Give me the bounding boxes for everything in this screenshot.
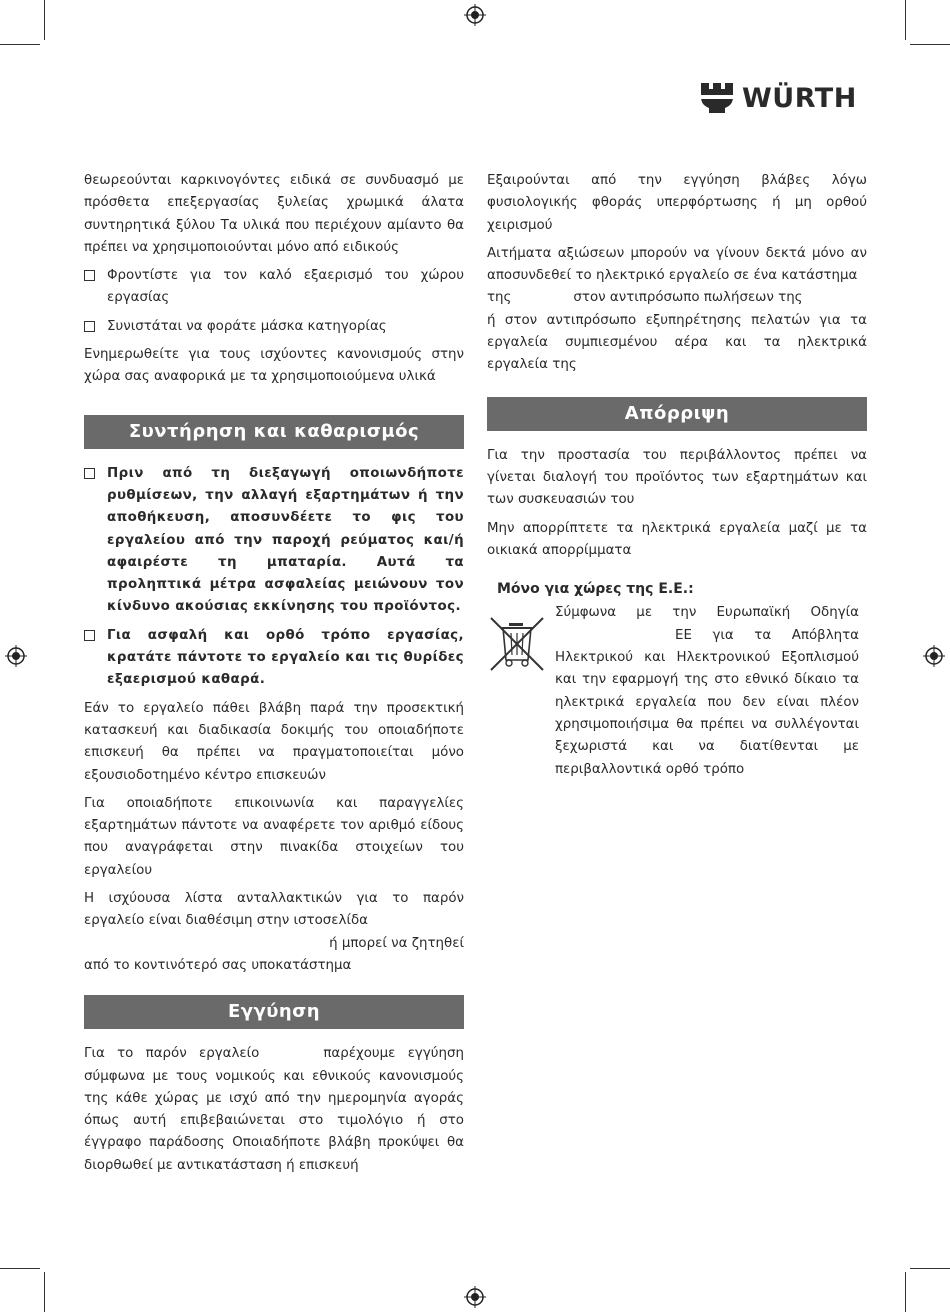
brand-logo xyxy=(700,80,857,116)
crop-mark xyxy=(0,1268,40,1269)
right-column xyxy=(487,170,867,781)
disposal-paragraph-1: Για την προστασία του περιβάλλοντος πρέπει να γίνεται διαλογή του προϊόντος των εξαρτημάτων και των συσκευασιών του xyxy=(487,447,867,508)
spare-parts-line-3: από το κοντινότερό σας υποκατάστημα xyxy=(84,957,352,973)
exclusions-paragraph: Εξαιρούνται από την εγγύηση βλάβες λόγω φυσιολογικής φθοράς υπερφόρτωσης ή μη ορθού χειρισμού xyxy=(487,173,867,233)
warranty-text-rest: παρέχουμε εγγύηση σύμφωνα με τους νομικούς και εθνικούς κανονισμούς της κάθε χώρας με ισχύ από την ημερομηνία αγοράς όπως αυτή επιβεβαιώνεται στο τιμολόγιο ή στο έγγραφο παράδοσης Οποιαδήποτε βλάβη προκύψει θα διορθωθεί με αντικατάσταση ή επισκευή xyxy=(84,1046,464,1173)
checklist-text: Συνιστάται να φοράτε μάσκα κατηγορίας xyxy=(107,318,387,334)
crop-mark xyxy=(905,0,906,40)
checklist-item xyxy=(84,316,464,338)
checklist-item xyxy=(84,265,464,310)
crop-mark xyxy=(905,1272,906,1312)
crop-mark xyxy=(44,1272,45,1312)
eu-disposal-text xyxy=(555,602,867,780)
brand-name: WÜRTH xyxy=(742,82,857,114)
checkbox-icon xyxy=(84,270,95,281)
claims-paragraph: Αιτήματα αξιώσεων μπορούν να γίνουν δεκτά μόνο αν αποσυνδεθεί το ηλεκτρικό εργαλείο σε ένα κατάστημα xyxy=(487,245,867,284)
registration-mark-icon xyxy=(464,4,486,26)
section-heading-disposal: Απόρριψη xyxy=(487,397,867,431)
claims-line xyxy=(487,287,867,309)
eu-line-2: ΕΕ για τα Απόβλητα xyxy=(675,627,859,643)
weee-symbol xyxy=(487,602,553,780)
checkbox-icon xyxy=(84,630,95,641)
checklist-item xyxy=(84,463,464,619)
crop-mark xyxy=(910,1268,950,1269)
warranty-paragraph xyxy=(84,1043,464,1177)
wurth-logo-icon xyxy=(700,81,734,115)
regulations-paragraph: Ενημερωθείτε για τους ισχύοντες κανονισμούς στην χώρα σας αναφορικά με τα χρησιμοποιούμενα υλικά xyxy=(84,347,464,385)
registration-mark-icon xyxy=(464,1286,486,1308)
disposal-paragraph-2: Μην απορρίπτετε τα ηλεκτρικά εργαλεία μαζί με τα οικιακά απορρίμματα xyxy=(487,520,867,558)
warranty-text-start: Για το παρόν εργαλείο xyxy=(84,1046,260,1062)
crop-mark xyxy=(910,44,950,45)
checklist-text: Για ασφαλή και ορθό τρόπο εργασίας, κρατάτε πάντοτε το εργαλείο και τις θυρίδες εξαερισμού καθαρά. xyxy=(107,627,464,688)
repair-paragraph: Εάν το εργαλείο πάθει βλάβη παρά την προσεκτική κατασκευή και διαδικασία δοκιμής του οποιαδήποτε επισκευή θα πρέπει να πραγματοποιείται μόνο εξουσιοδοτημένο κέντρο επισκευών xyxy=(84,700,464,783)
left-column xyxy=(84,170,464,1183)
checklist-item xyxy=(84,625,464,692)
crop-mark xyxy=(0,44,40,45)
eu-line-1: Σύμφωνα με την Ευρωπαϊκή Οδηγία xyxy=(555,605,859,621)
registration-mark-icon xyxy=(923,645,945,667)
section-heading-warranty: Εγγύηση xyxy=(84,995,464,1029)
claims-line-a: της xyxy=(487,290,512,306)
checkbox-icon xyxy=(84,468,95,479)
contact-paragraph: Για οποιαδήποτε επικοινωνία και παραγγελίες εξαρτημάτων πάντοτε να αναφέρετε τον αριθμό είδους που αναγράφεται στην πινακίδα στοιχείων του εργαλείου xyxy=(84,795,464,878)
intro-paragraph: θεωρεούνται καρκινογόντες ειδικά σε συνδυασμό με πρόσθετα επεξεργασίας ξυλείας χρωμικά άλατα συντηρητικά ξύλου Τα υλικά που περιέχουν αμίαντο θα πρέπει να χρησιμοποιούνται μόνο από ειδικούς xyxy=(84,173,464,255)
spare-parts-paragraph xyxy=(84,888,464,933)
eu-only-title: Μόνο για χώρες της Ε.Ε.: xyxy=(497,581,694,598)
eu-rest: Ηλεκτρικού και Ηλεκτρονικού Εξοπλισμού και την εφαρμογή της στο εθνικό δίκαιο τα ηλεκτρικά εργαλεία που δεν είναι πλέον χρησιμοποιήσιμα θα πρέπει να συλλέγονται ξεχωριστά και να διατίθενται με περιβαλλοντικά ορθό τρόπο xyxy=(555,650,859,777)
checkbox-icon xyxy=(84,321,95,332)
spare-parts-line-1: Η ισχύουσα λίστα ανταλλακτικών για το παρόν εργαλείο είναι διαθέσιμη στην ιστοσελίδα xyxy=(84,891,464,929)
eu-disposal-block xyxy=(487,602,867,780)
section-heading-maintenance: Συντήρηση και καθαρισμός xyxy=(84,415,464,449)
crop-mark xyxy=(44,0,45,40)
claims-paragraph-2: ή στον αντιπρόσωπο εξυπηρέτησης πελατών για τα εργαλεία συμπιεσμένου αέρα και τα ηλεκτρικά εργαλεία της xyxy=(487,312,867,373)
registration-mark-icon xyxy=(5,645,27,667)
claims-line-b: στον αντιπρόσωπο πωλήσεων της xyxy=(573,290,803,306)
checklist-text: Φροντίστε για τον καλό εξαερισμό του χώρου εργασίας xyxy=(107,268,464,306)
spare-parts-line-2: ή μπορεί να ζητηθεί xyxy=(329,935,464,951)
crossed-out-wheelie-bin-icon xyxy=(487,612,549,674)
checklist-text: Πριν από τη διεξαγωγή οποιωνδήποτε ρυθμίσεων, την αλλαγή εξαρτημάτων ή την αποθήκευση, αποσυνδέετε το φις του εργαλείου από την παροχή ρεύματος και/ή αφαιρέστε τη μπαταρία. Αυτά τα προληπτικά μέτρα ασφαλείας μειώνουν τον κίνδυνο ακούσιας εκκίνησης του προϊόντος. xyxy=(107,465,464,615)
